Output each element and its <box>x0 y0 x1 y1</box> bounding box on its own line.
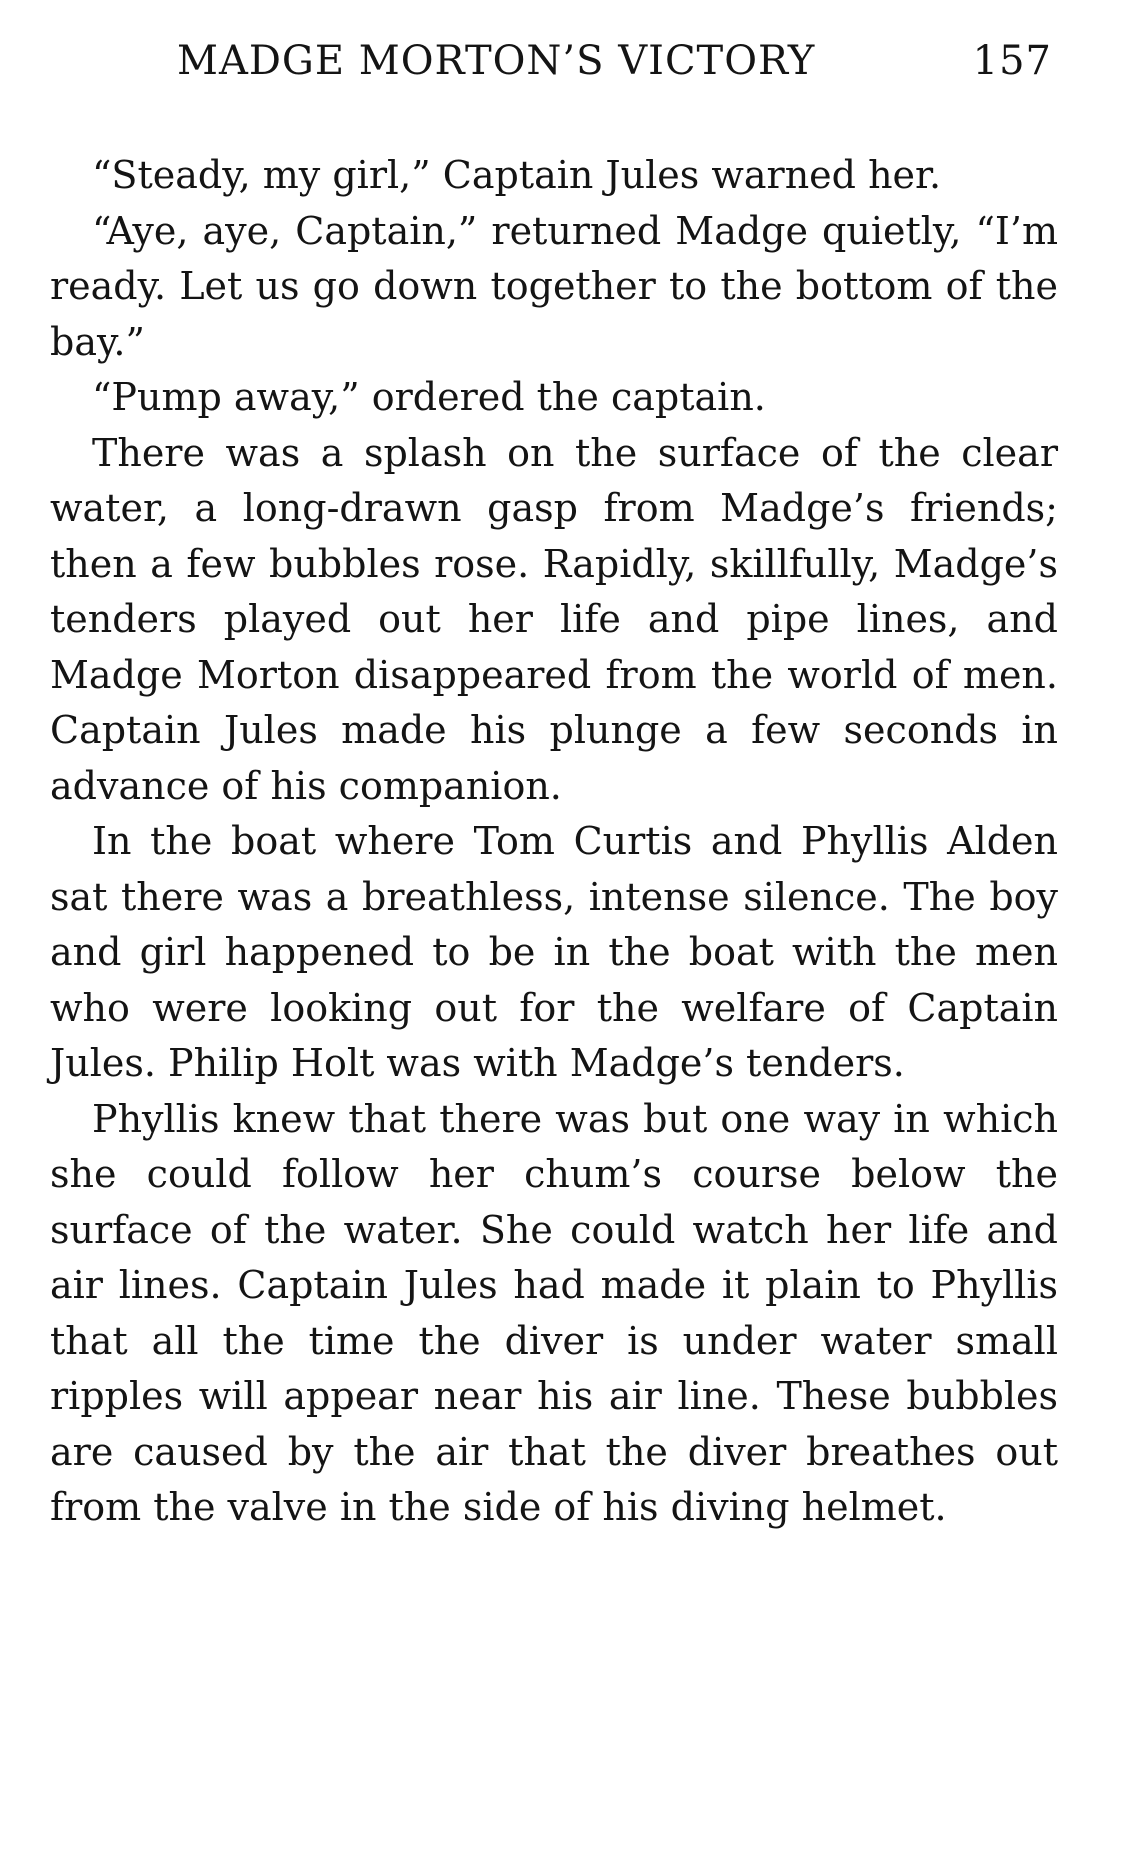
running-head <box>52 38 1052 98</box>
body-text <box>50 148 1058 1536</box>
paragraph: Phyllis knew that there was but one way in which she could follow her chum’s course below the surface of the water. She could watch her life and air lines. Captain Jules had made it plain to Phyllis that all the time the diver is under water small ripples will appear near his air line. These bubbles are caused by the air that the diver breathes out from the valve in the side of his diving helmet. <box>50 1096 1058 1529</box>
paragraph: There was a splash on the surface of the clear water, a long-drawn gasp from Madge’s friends; then a few bubbles rose. Rapidly, skillfully, Madge’s tenders played out her life and pipe lines, and Madge Morton disappeared from the world of men. Captain Jules made his plunge a few seconds in advance of his companion. <box>50 430 1058 808</box>
paragraph: In the boat where Tom Curtis and Phyllis Alden sat there was a breathless, intense silence. The boy and girl happened to be in the boat with the men who were looking out for the welfare of Captain Jules. Philip Holt was with Madge’s tenders. <box>50 819 1058 1085</box>
paragraph: “Aye, aye, Captain,” returned Madge quietly, “I’m ready. Let us go down together to the bottom of the bay.” <box>50 208 1058 364</box>
page-number: 157 <box>972 38 1052 84</box>
running-title: MADGE MORTON’S VICTORY <box>177 38 816 84</box>
paragraph: “Steady, my girl,” Captain Jules warned her. <box>92 153 942 197</box>
paragraph: “Pump away,” ordered the captain. <box>92 375 766 419</box>
